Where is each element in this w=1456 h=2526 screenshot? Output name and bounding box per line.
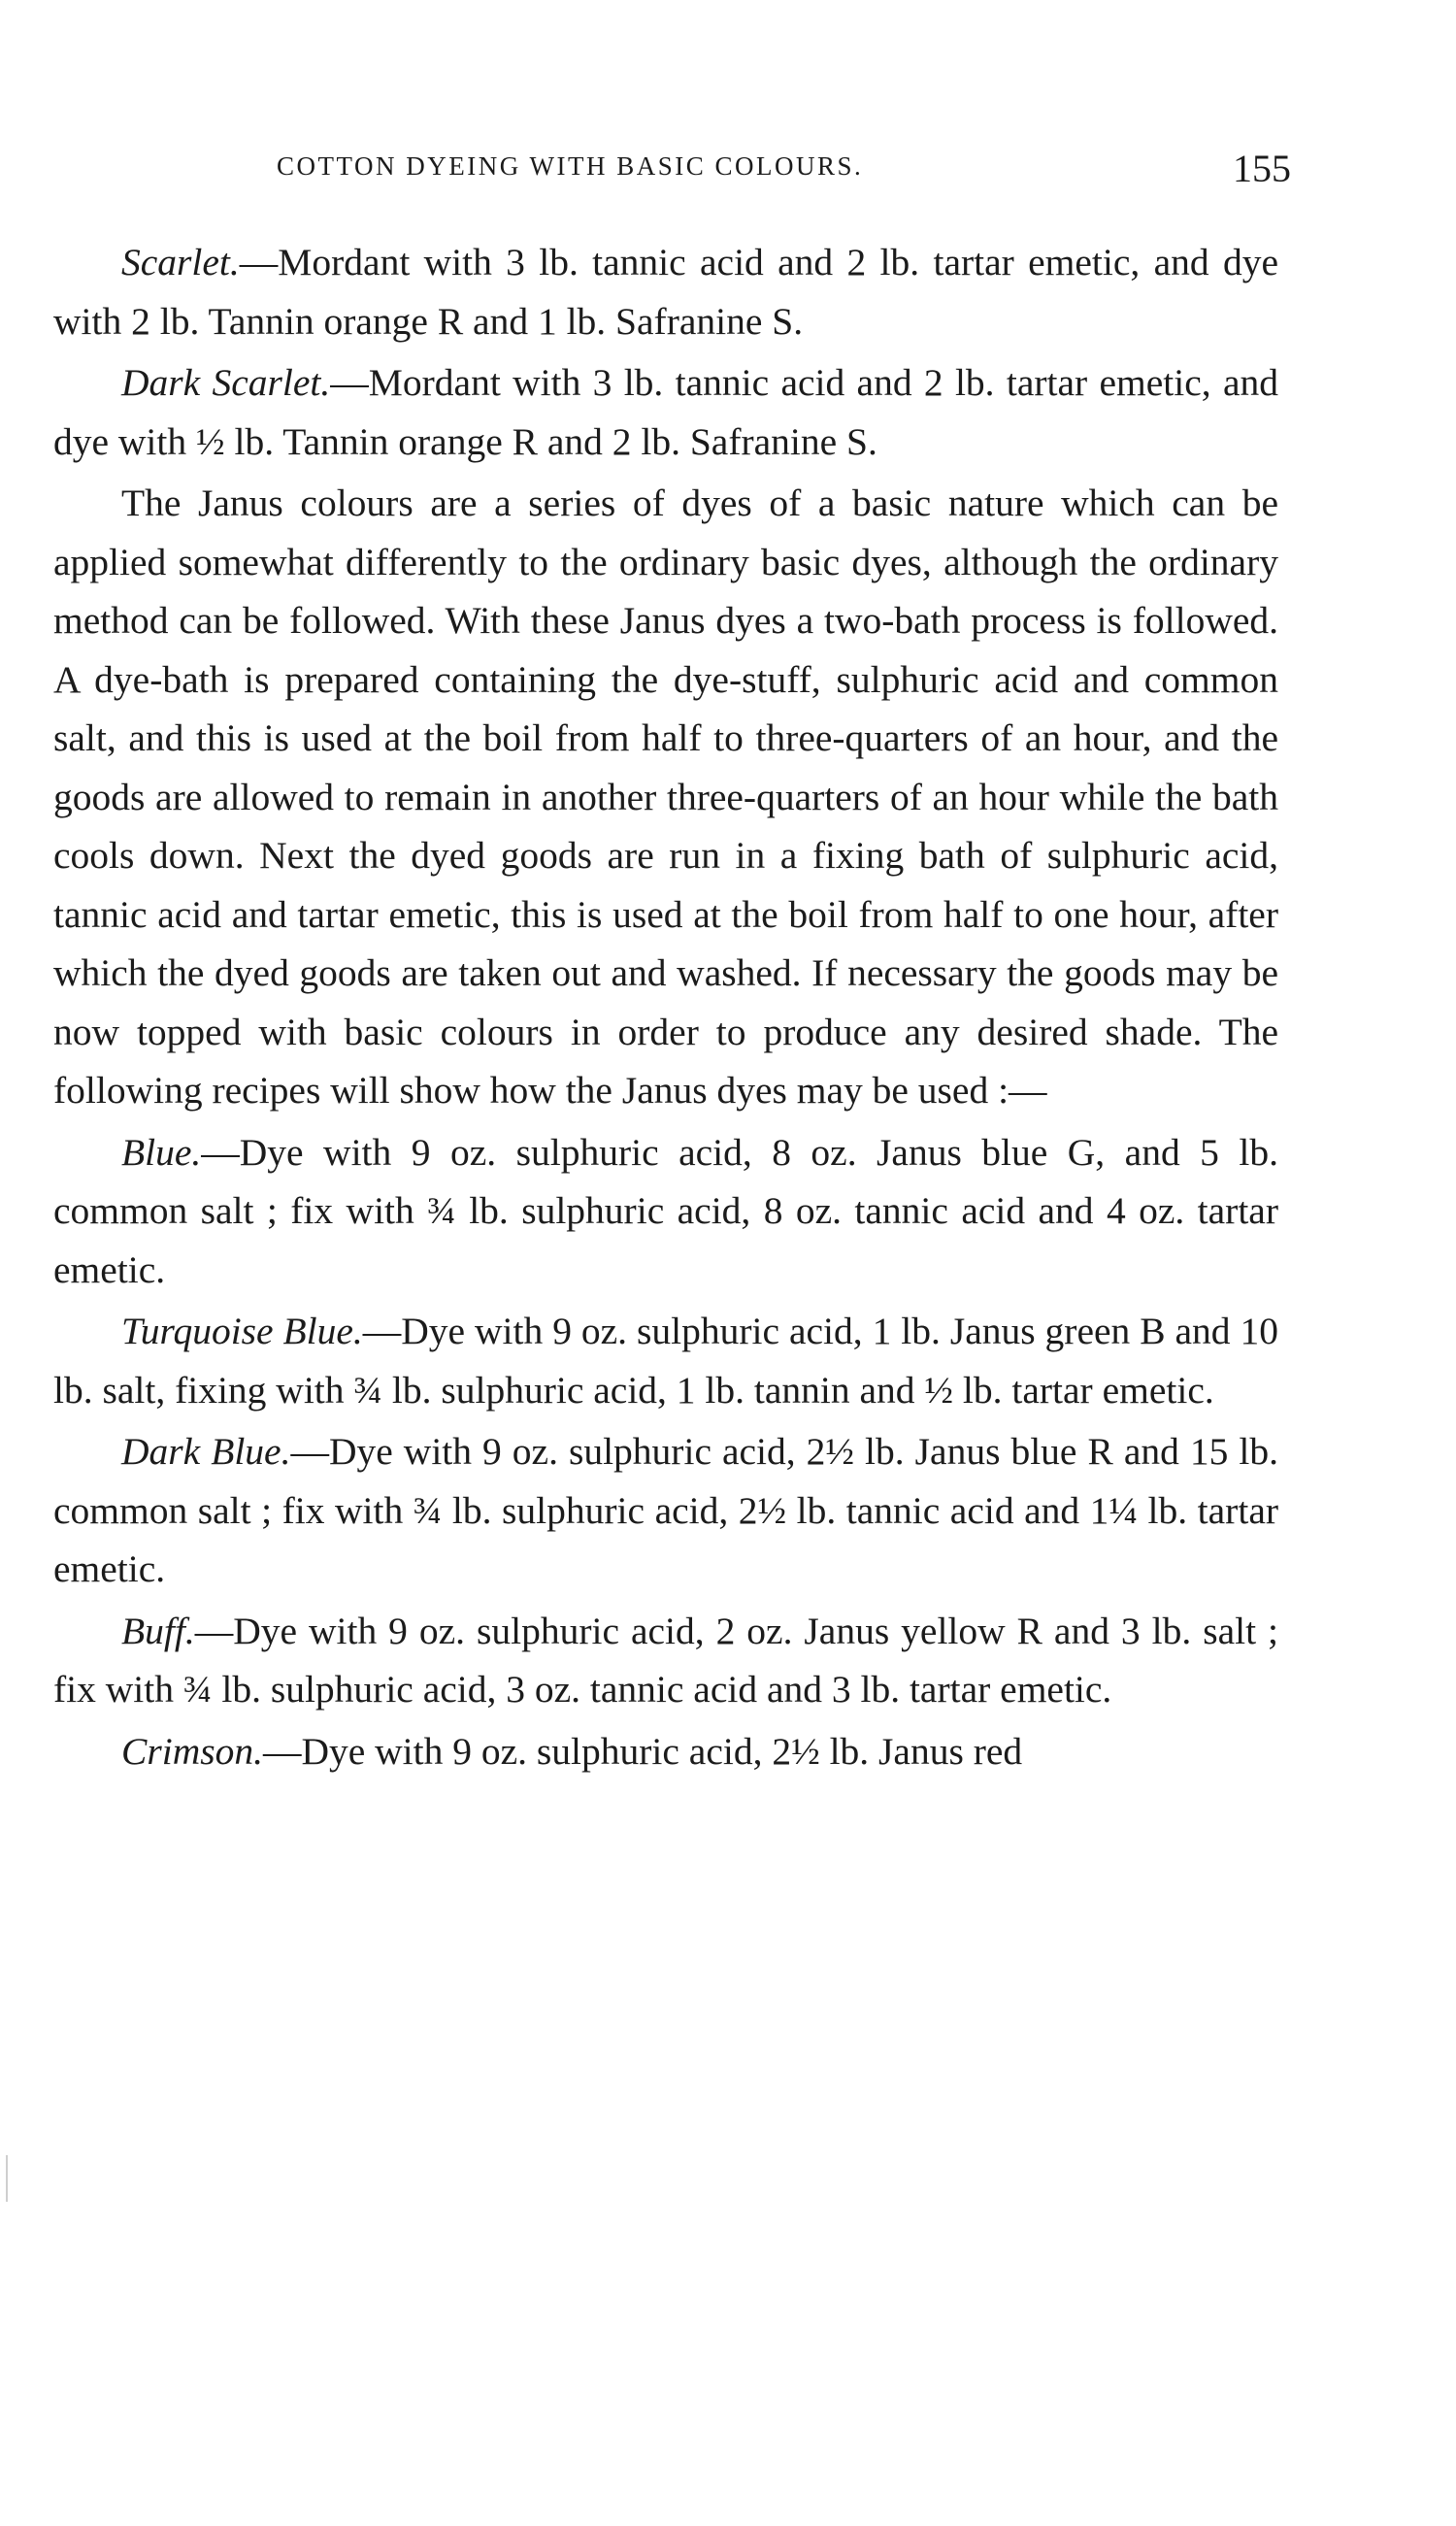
recipe-lead: Turquoise Blue. [121, 1310, 363, 1352]
recipe-text: —Mordant with 3 lb. tannic acid and 2 lb. tartar emetic, and dye with ½ lb. Tannin orange R and 2 lb. Safranine S. [53, 361, 1278, 463]
recipe-lead: Buff. [121, 1609, 195, 1652]
recipe-text: —Dye with 9 oz. sulphuric acid, 8 oz. Janus blue G, and 5 lb. common salt ; fix with ¾ lb. sulphuric acid, 8 oz. tannic acid and 4 oz. tartar emetic. [53, 1130, 1278, 1291]
running-head [53, 146, 1291, 194]
recipe-lead: Blue. [121, 1130, 202, 1174]
recipe-lead: Crimson. [121, 1729, 263, 1773]
recipe-lead: Dark Scarlet. [121, 361, 331, 404]
recipe-lead: Scarlet. [121, 241, 240, 283]
recipe-text: —Dye with 9 oz. sulphuric acid, 1 lb. Janus green B and 10 lb. salt, fixing with ¾ lb. sulphuric acid, 1 lb. tannin and ½ lb. tartar emetic. [53, 1310, 1278, 1412]
paragraph-scarlet [53, 233, 1278, 350]
body-text [53, 233, 1278, 1780]
paragraph-turquoise-blue [53, 1302, 1278, 1419]
running-title: COTTON DYEING WITH BASIC COLOURS. [277, 151, 864, 181]
paragraph-dark-blue [53, 1422, 1278, 1599]
page-number: 155 [1233, 147, 1291, 190]
paragraph-janus-intro [53, 474, 1278, 1120]
paragraph-crimson [53, 1722, 1278, 1781]
scan-margin-mark [6, 2155, 8, 2202]
body-paragraph-text: The Janus colours are a series of dyes of a basic nature which can be applied somewhat differently to the ordinary basic dyes, although the ordinary method can be followed. With these Janus dyes a two-bath process is followed. A dye-bath is prepared containing the dye-stuff, sulphuric acid and common salt, and this is used at the boil from half to three-quarters of an hour, and the goods are allowed to remain in another three-quarters of an hour while the bath cools down. Next the dyed goods are run in a fixing bath of sulphuric acid, tannic acid and tartar emetic, this is used at the boil from half to one hour, after which the dyed goods are taken out and washed. If necessary the goods may be now topped with basic colours in order to produce any desired shade. The following recipes will show how the Janus dyes may be used :— [53, 482, 1278, 1112]
recipe-lead: Dark Blue. [121, 1430, 291, 1473]
recipe-text: —Dye with 9 oz. sulphuric acid, 2 oz. Janus yellow R and 3 lb. salt ; fix with ¾ lb. sulphuric acid, 3 oz. tannic acid and 3 lb. tartar emetic. [53, 1609, 1278, 1711]
recipe-text: —Dye with 9 oz. sulphuric acid, 2½ lb. Janus red [262, 1729, 1023, 1773]
recipe-text: —Dye with 9 oz. sulphuric acid, 2½ lb. Janus blue R and 15 lb. common salt ; fix with ¾ lb. sulphuric acid, 2½ lb. tannic acid and 1¼ lb. tartar emetic. [53, 1430, 1278, 1590]
paragraph-blue [53, 1123, 1278, 1300]
recipe-text: —Mordant with 3 lb. tannic acid and 2 lb. tartar emetic, and dye with 2 lb. Tannin orange R and 1 lb. Safranine S. [53, 241, 1278, 343]
paragraph-buff [53, 1602, 1278, 1719]
paragraph-dark-scarlet [53, 353, 1278, 471]
